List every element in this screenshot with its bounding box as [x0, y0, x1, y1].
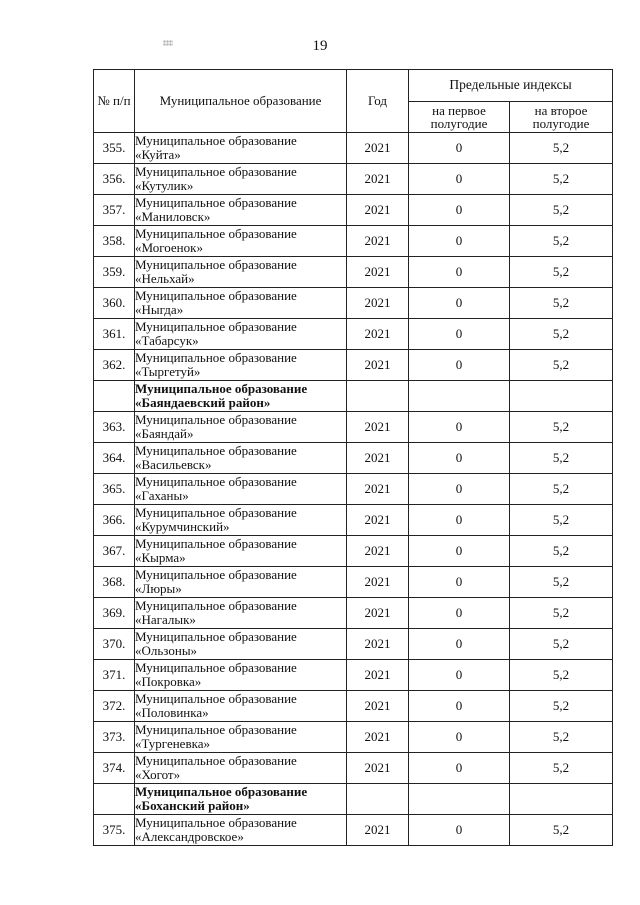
municipality-name-line2: «Хогот»	[135, 767, 181, 782]
table-row	[94, 536, 613, 567]
second-half-value: 5,2	[510, 505, 613, 536]
municipality-name-line2: «Кырма»	[135, 550, 186, 565]
second-half-value: 5,2	[510, 257, 613, 288]
row-number: 358.	[94, 226, 135, 257]
header-no: № п/п	[94, 70, 135, 133]
municipality-name-line2: «Тургеневка»	[135, 736, 210, 751]
municipality-name-line1: Муниципальное образование	[135, 721, 297, 737]
first-half-value: 0	[409, 505, 510, 536]
first-half-value: 0	[409, 319, 510, 350]
row-number: 369.	[94, 598, 135, 629]
first-half-value: 0	[409, 443, 510, 474]
municipality-name-line2: «Васильевск»	[135, 457, 212, 472]
second-half-value: 5,2	[510, 691, 613, 722]
second-half-value: 5,2	[510, 288, 613, 319]
first-half-value	[409, 381, 510, 412]
second-half-value: 5,2	[510, 226, 613, 257]
header-first-half: на первое полугодие	[409, 101, 510, 133]
municipality-name-line2: «Нельхай»	[135, 271, 195, 286]
municipality-name-line1: Муниципальное образование	[135, 256, 297, 272]
page-number: 19	[312, 38, 328, 54]
row-number: 364.	[94, 443, 135, 474]
row-number	[94, 381, 135, 412]
municipality-name-line1: Муниципальное образование	[135, 318, 297, 334]
year-cell: 2021	[347, 722, 409, 753]
municipality-name-line1: Муниципальное образование	[135, 814, 297, 830]
second-half-value: 5,2	[510, 722, 613, 753]
header-second-half: на второе полугодие	[510, 101, 613, 133]
municipality-name-line2: «Баяндаевский район»	[135, 395, 271, 410]
municipality-name	[135, 226, 347, 257]
municipality-name	[135, 598, 347, 629]
year-cell: 2021	[347, 660, 409, 691]
row-number: 367.	[94, 536, 135, 567]
section-row	[94, 381, 613, 412]
municipality-name-line2: «Ныгда»	[135, 302, 184, 317]
table-row	[94, 226, 613, 257]
municipality-name-line1: Муниципальное образование	[135, 287, 297, 303]
municipality-name	[135, 319, 347, 350]
first-half-value: 0	[409, 567, 510, 598]
second-half-value: 5,2	[510, 536, 613, 567]
municipality-name-line1: Муниципальное образование	[135, 783, 308, 799]
first-half-value: 0	[409, 350, 510, 381]
second-half-value: 5,2	[510, 567, 613, 598]
table-row	[94, 474, 613, 505]
first-half-value: 0	[409, 629, 510, 660]
second-half-value: 5,2	[510, 350, 613, 381]
municipality-name	[135, 412, 347, 443]
first-half-value: 0	[409, 226, 510, 257]
municipality-name-line2: «Баяндай»	[135, 426, 194, 441]
year-cell: 2021	[347, 288, 409, 319]
row-number: 362.	[94, 350, 135, 381]
municipality-name-line1: Муниципальное образование	[135, 690, 297, 706]
year-cell: 2021	[347, 753, 409, 784]
second-half-value	[510, 381, 613, 412]
row-number: 361.	[94, 319, 135, 350]
year-cell: 2021	[347, 443, 409, 474]
year-cell: 2021	[347, 598, 409, 629]
municipality-name	[135, 505, 347, 536]
first-half-value: 0	[409, 257, 510, 288]
second-half-value: 5,2	[510, 195, 613, 226]
table-row	[94, 567, 613, 598]
municipality-name	[135, 815, 347, 846]
row-number: 359.	[94, 257, 135, 288]
second-half-value: 5,2	[510, 660, 613, 691]
year-cell	[347, 784, 409, 815]
year-cell: 2021	[347, 257, 409, 288]
second-half-value: 5,2	[510, 753, 613, 784]
row-number: 370.	[94, 629, 135, 660]
second-half-value: 5,2	[510, 629, 613, 660]
municipality-name-line1: Муниципальное образование	[135, 132, 297, 148]
first-half-value: 0	[409, 133, 510, 164]
year-cell: 2021	[347, 815, 409, 846]
municipality-name-line2: «Куйта»	[135, 147, 181, 162]
table-body	[94, 133, 613, 846]
municipality-name	[135, 195, 347, 226]
municipality-name	[135, 629, 347, 660]
first-half-value: 0	[409, 288, 510, 319]
table-row	[94, 598, 613, 629]
municipality-name-line1: Муниципальное образование	[135, 659, 297, 675]
first-half-value: 0	[409, 722, 510, 753]
table-row	[94, 691, 613, 722]
municipality-name-line2: «Боханский район»	[135, 798, 250, 813]
table-row	[94, 412, 613, 443]
municipality-name	[135, 133, 347, 164]
municipality-name-line1: Муниципальное образование	[135, 566, 297, 582]
municipality-name-line2: «Гаханы»	[135, 488, 189, 503]
municipality-name	[135, 474, 347, 505]
second-half-value: 5,2	[510, 164, 613, 195]
second-half-value: 5,2	[510, 133, 613, 164]
table-row	[94, 629, 613, 660]
table-row	[94, 164, 613, 195]
row-number: 371.	[94, 660, 135, 691]
municipality-name	[135, 536, 347, 567]
municipality-name-line2: «Нагалык»	[135, 612, 196, 627]
municipality-name	[135, 381, 347, 412]
municipality-name-line2: «Кутулик»	[135, 178, 194, 193]
table-row	[94, 133, 613, 164]
row-number: 355.	[94, 133, 135, 164]
header-limit-indices: Предельные индексы	[409, 70, 613, 102]
row-number: 375.	[94, 815, 135, 846]
municipality-name-line1: Муниципальное образование	[135, 349, 297, 365]
row-number: 365.	[94, 474, 135, 505]
table-row	[94, 319, 613, 350]
table-row	[94, 350, 613, 381]
second-half-value	[510, 784, 613, 815]
table-row	[94, 722, 613, 753]
municipality-name-line1: Муниципальное образование	[135, 411, 297, 427]
municipality-name-line2: «Табарсук»	[135, 333, 199, 348]
row-number	[94, 784, 135, 815]
second-half-value: 5,2	[510, 598, 613, 629]
municipality-name	[135, 164, 347, 195]
table-row	[94, 815, 613, 846]
row-number: 373.	[94, 722, 135, 753]
table-row	[94, 753, 613, 784]
table-row	[94, 288, 613, 319]
year-cell: 2021	[347, 350, 409, 381]
year-cell: 2021	[347, 474, 409, 505]
municipality-name-line1: Муниципальное образование	[135, 535, 297, 551]
municipality-name	[135, 691, 347, 722]
municipality-name	[135, 660, 347, 691]
municipality-name	[135, 288, 347, 319]
row-number: 363.	[94, 412, 135, 443]
second-half-value: 5,2	[510, 443, 613, 474]
row-number: 360.	[94, 288, 135, 319]
municipality-name-line1: Муниципальное образование	[135, 752, 297, 768]
year-cell: 2021	[347, 133, 409, 164]
municipality-name-line2: «Маниловск»	[135, 209, 211, 224]
year-cell: 2021	[347, 505, 409, 536]
row-number: 372.	[94, 691, 135, 722]
municipality-name-line2: «Люры»	[135, 581, 182, 596]
year-cell: 2021	[347, 226, 409, 257]
second-half-value: 5,2	[510, 474, 613, 505]
first-half-value: 0	[409, 474, 510, 505]
municipality-name	[135, 257, 347, 288]
table-header	[94, 70, 613, 133]
row-number: 357.	[94, 195, 135, 226]
municipality-name-line2: «Могоенок»	[135, 240, 203, 255]
year-cell	[347, 381, 409, 412]
second-half-value: 5,2	[510, 815, 613, 846]
municipality-name	[135, 753, 347, 784]
section-row	[94, 784, 613, 815]
municipality-name	[135, 443, 347, 474]
first-half-value: 0	[409, 691, 510, 722]
municipality-name	[135, 784, 347, 815]
municipality-name-line2: «Тыргетуй»	[135, 364, 201, 379]
first-half-value: 0	[409, 753, 510, 784]
year-cell: 2021	[347, 691, 409, 722]
year-cell: 2021	[347, 412, 409, 443]
municipality-name-line1: Муниципальное образование	[135, 380, 308, 396]
first-half-value: 0	[409, 536, 510, 567]
row-number: 366.	[94, 505, 135, 536]
row-number: 368.	[94, 567, 135, 598]
municipality-name-line2: «Половинка»	[135, 705, 209, 720]
first-half-value: 0	[409, 815, 510, 846]
first-half-value: 0	[409, 195, 510, 226]
year-cell: 2021	[347, 195, 409, 226]
table-row	[94, 505, 613, 536]
municipality-name-line1: Муниципальное образование	[135, 504, 297, 520]
year-cell: 2021	[347, 629, 409, 660]
second-half-value: 5,2	[510, 319, 613, 350]
municipality-name-line1: Муниципальное образование	[135, 442, 297, 458]
row-number: 374.	[94, 753, 135, 784]
municipality-name-line2: «Курумчинский»	[135, 519, 230, 534]
year-cell: 2021	[347, 164, 409, 195]
year-cell: 2021	[347, 567, 409, 598]
first-half-value	[409, 784, 510, 815]
table-row	[94, 195, 613, 226]
header-year: Год	[347, 70, 409, 133]
row-number: 356.	[94, 164, 135, 195]
header-municipality: Муниципальное образование	[135, 70, 347, 133]
table-row	[94, 660, 613, 691]
municipality-name-line2: «Александровское»	[135, 829, 244, 844]
municipality-name-line1: Муниципальное образование	[135, 597, 297, 613]
municipality-name-line1: Муниципальное образование	[135, 194, 297, 210]
municipality-name-line1: Муниципальное образование	[135, 225, 297, 241]
municipality-name-line1: Муниципальное образование	[135, 163, 297, 179]
limit-index-table	[93, 69, 613, 846]
first-half-value: 0	[409, 598, 510, 629]
municipality-name	[135, 350, 347, 381]
municipality-name-line2: «Покровка»	[135, 674, 202, 689]
municipality-name-line1: Муниципальное образование	[135, 628, 297, 644]
first-half-value: 0	[409, 660, 510, 691]
year-cell: 2021	[347, 536, 409, 567]
year-cell: 2021	[347, 319, 409, 350]
municipality-name	[135, 722, 347, 753]
first-half-value: 0	[409, 412, 510, 443]
second-half-value: 5,2	[510, 412, 613, 443]
table-row	[94, 443, 613, 474]
municipality-name-line1: Муниципальное образование	[135, 473, 297, 489]
first-half-value: 0	[409, 164, 510, 195]
municipality-name-line2: «Ользоны»	[135, 643, 198, 658]
table-row	[94, 257, 613, 288]
municipality-name	[135, 567, 347, 598]
